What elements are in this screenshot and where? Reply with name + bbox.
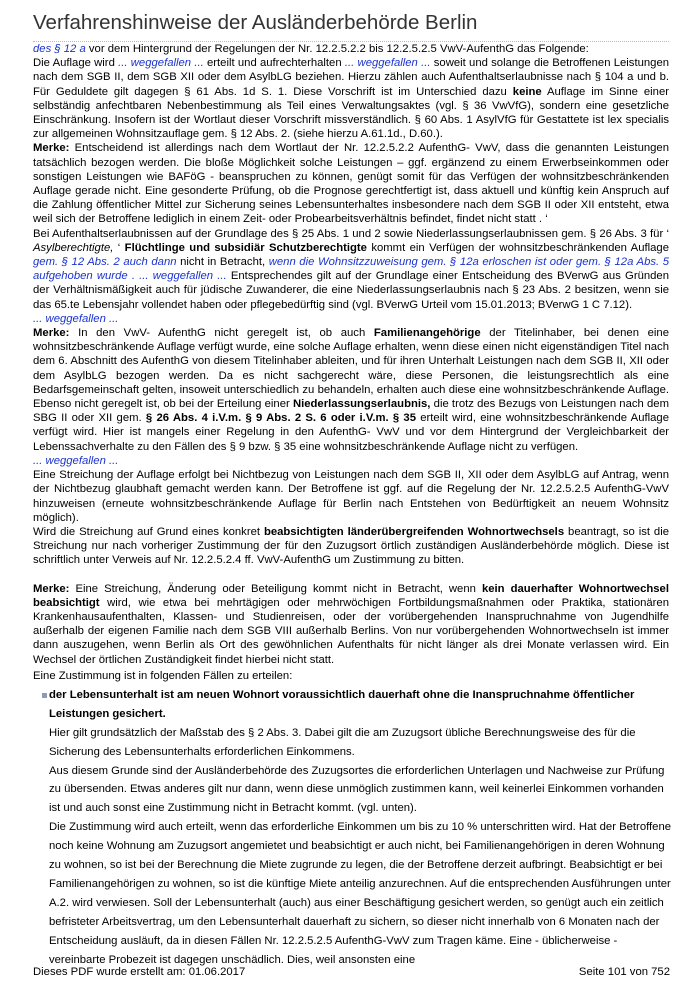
list-intro: Eine Zustimmung ist in folgenden Fällen zu erteilen:: [33, 670, 293, 682]
weggefallen-link[interactable]: ... weggefallen ...: [139, 270, 227, 283]
list-item-heading: der Lebensunterhalt ist am neuen Wohnort voraussichtlich dauerhaft ohne die Inanspruchnahme öffentlicher Leistungen gesichert.: [49, 688, 635, 720]
link-section-12a[interactable]: des § 12 a: [33, 43, 86, 55]
document-body: [33, 42, 669, 667]
merke-note: Merke: In den VwV- AufenthG nicht geregelt ist, ob auch Familienangehörige der Titelinhaber, bei denen eine wohnsitzbeschränkende Auflage verfügt wurde, eine solche Auflage erhalten, wenn diese einen nicht eigenständigen Titel nach dem 6. Abschnitt des AufenthG von diesem Titelinhaber ableiten, und für ihren Unterhalt Leistungen nach dem SGB II, XII oder dem AsylbLG bezogen werden. Da es nicht sachgerecht wäre, diese Personen, die leistungsrechtlich als eine Bedarfsgemeinschaft gelten, insoweit unterschiedlich zu behandeln, erhalten auch diese eine wohnsitzbeschränkende Auflage. Ebenso nicht geregelt ist, ob bei der Erteilung einer Niederlassungserlaubnis, die trotz des Bezugs von Leistungen nach dem SBG II oder XII gem. § 26 Abs. 4 i.V.m. § 9 Abs. 2 S. 6 oder i.V.m. § 35 erteilt wird, eine wohnsitzbeschränkende Auflage verfügt wird. Hier ist mangels einer Regelung in den AufenthG- VwV und vor dem Hintergrund der Vergleichbarkeit der Lebenssachverhalte zu den Fällen des § 9 bzw. § 35 eine wohnsitzbeschränkende Auflage nicht zu verfügen.: [33, 327, 669, 453]
square-bullet-icon: [42, 693, 47, 698]
list-item-paragraph: Aus diesem Grunde sind der Ausländerbehörde des Zuzugsortes die erforderlichen Unterlagen und Nachweise zur Prüfung zu übersenden. Etwas anderes gilt nur dann, wenn diese unmöglich zustimmen kann, weil keinerlei Einkommen vorhanden ist und auch sonst eine Zustimmung nicht in Betracht kommt. (vgl. unten).: [49, 764, 665, 815]
weggefallen-link[interactable]: ... weggefallen ...: [33, 454, 119, 467]
paragraph-auflage: Die Auflage wird ... weggefallen ... erteilt und aufrechterhalten ... weggefallen ... soweit und solange die Betroffenen Leistungen nach dem SGB II, dem SGB XII oder dem AsylbLG beziehen. Hierzu zählen auch Aufenthaltserlaubnisse nach § 104 a und b. Für Geduldete gilt dagegen § 61 Abs. 1d S. 1. Diese Vorschrift ist im Unterschied dazu keine Auflage im Sinne einer selbständig anfechtbaren Nebenbestimmung als Teil eines Verwaltungsaktes (vgl. § 36 VwVfG), sondern eine gesetzliche Einschränkung. Insofern ist der Wortlaut dieser Vorschrift missverständlich. § 60 Abs. 1 AsylVfG für Gestattete ist lex specialis zur allgemeinen Wohnsitzauflage gem. § 12 Abs. 2. (siehe hierzu A.61.1d., D.60.).: [33, 57, 670, 141]
footer-created-date: Dieses PDF wurde erstellt am: 01.06.2017: [33, 966, 246, 978]
list-item-paragraph: Die Zustimmung wird auch erteilt, wenn das erforderliche Einkommen um bis zu 10 % unterschritten wird. Hat der Betroffene noch keine Wohnung am Zuzugsort angemietet und beabsichtigt er auch nicht, bei Familienangehörigen in deren Wohnung zu wohnen, so ist bei der Berechnung die Miete zugrunde zu legen, die der Betroffene derzeit aufbringt. Beabsichtigt er bei Familienangehörigen zu wohnen, so ist die künftige Miete anteilig anzurechnen. Auf die entsprechenden Ausführungen unter A.2. wird verwiesen. Soll der Lebensunterhalt (auch) aus einer Beschäftigung gesichert werden, so genügt auch ein zeitlich befristeter Arbeitsvertrag, um den Lebensunterhalt dauerhaft zu sichern, so dieser nicht innerhalb von 6 Monaten nach der Entscheidung ausläuft, da in diesen Fällen Nr. 12.2.5.2.5 AufenthG-VwV zum Tragen käme. Eine - üblicherweise - vereinbarte Probezeit ist dagegen unschädlich. Dies, weil ansonsten eine: [49, 821, 672, 966]
page-title: Verfahrenshinweise der Ausländerbehörde Berlin: [33, 8, 669, 42]
weggefallen-line: [33, 454, 669, 468]
amended-text-link[interactable]: gem. § 12 Abs. 2 auch dann: [33, 256, 177, 269]
list-item: [33, 686, 673, 724]
paragraph-intro: des § 12 a vor dem Hintergrund der Regelungen der Nr. 12.2.5.2.2 bis 12.2.5.2.5 VwV-AufenthG das Folgende:: [33, 43, 589, 55]
zustimmung-list: [33, 667, 673, 970]
weggefallen-link[interactable]: ... weggefallen ...: [344, 57, 431, 70]
weggefallen-link[interactable]: ... weggefallen ...: [118, 57, 204, 70]
weggefallen-line: [33, 312, 669, 326]
list-item-paragraph: Hier gilt grundsätzlich der Maßstab des § 2 Abs. 3. Dabei gilt die am Zuzugsort übliche Berechnungsweise des für die Sicherung des Lebensunterhalts erforderlichen Einkommens.: [49, 726, 636, 758]
merke-note: Merke: Eine Streichung, Änderung oder Beteiligung kommt nicht in Betracht, wenn kein dauerhafter Wohnortwechsel beabsichtigt wird, wie etwa bei mehrtägigen oder mehrwöchigen Fortbildungsmaßnahmen oder Praktika, stationären Krankenhausaufenthalten, Klassen- und Studienreisen, oder der vorübergehenden Inanspruchnahme von Jugendhilfe außerhalb der eigenen Familie nach dem SGB VIII außerhalb Berlins. Von nur vorübergehenden Wohnortwechseln ist immer dann auszugehen, wenn Berlin als Ort des gewöhnlichen Aufenthalts für nicht länger als drei Monate verlassen wird. Ein Wechsel der örtlichen Zuständigkeit findet hierbei nicht statt.: [33, 582, 669, 666]
paragraph-aufenthaltserlaubnisse: Bei Aufenthaltserlaubnissen auf der Grundlage des § 25 Abs. 1 und 2 sowie Niederlassungserlaubnissen gem. § 26 Abs. 3 für ‘ Asylberechtigte, ‘ Flüchtlinge und subsidiär Schutzberechtigte kommt ein Verfügen der wohnsitzbeschränkenden Auflage gem. § 12 Abs. 2 auch dann nicht in Betracht, wenn die Wohnsitzzuweisung gem. § 12a erloschen ist oder gem. § 12a Abs. 5 aufgehoben wurde . ... weggefallen ... Entsprechendes gilt auf der Grundlage einer Entscheidung des BVerwG aus Gründen der Verhältnismäßigkeit auch für jüdische Zuwanderer, die eine Niederlassungserlaubnis nach § 23 Abs. 2 besitzen, wenn sie das 65.te Lebensjahr vollendet haben oder pflegebedürftig sind (vgl. BVerwG Urteil vom 15.01.2013; BVerwG 1 C 7.12).: [33, 227, 670, 311]
paragraph-streichung: Eine Streichung der Auflage erfolgt bei Nichtbezug von Leistungen nach dem SGB II, XII oder dem AsylbLG auf Antrag, wenn der Nichtbezug glaubhaft gemacht werden kann. Der Betroffene ist ggf. auf die Regelung der Nr. 12.2.5.2.5 AufenthG-VwV hinzuweisen (erneute wohnsitzbeschränkende Auflage für Berlin nach Entstehen von Bedürftigkeit an neuem Wohnsitz möglich).: [33, 469, 669, 524]
paragraph-wohnortwechsel: Wird die Streichung auf Grund eines konkret beabsichtigten länderübergreifenden Wohnortwechsels beantragt, so ist die Streichung nur nach vorheriger Zustimmung der für den Zuzugsort örtlich zuständigen Ausländerbehörde möglich. Diese ist schriftlich unter Verweis auf Nr. 12.2.5.2.4 ff. VwV-AufenthG um Zustimmung zu bitten.: [33, 525, 669, 567]
spacer: [33, 568, 669, 582]
merke-note: Merke: Entscheidend ist allerdings nach dem Wortlaut der Nr. 12.2.5.2.2 AufenthG- VwV, dass die genannten Leistungen tatsächlich bezogen werden. Die bloße Möglichkeit solche Leistungen – ggf. ergänzend zu einem Erwerbseinkommen oder sonstigen Leistungen wie BAFöG - beanspruchen zu können, genügt somit für das Verfügen der wohnsitzbeschränkenden Auflage gerade nicht. Eine gesonderte Prüfung, ob die Prognose gerechtfertigt ist, dass aktuell und künftig kein Anspruch auf die Zahlung öffentlicher Mittel zur Sicherung seines Lebensunterhaltes insbesondere nach dem SGB II oder XII entsteht, etwa weil sich der Betroffene lediglich in einem Zeit- oder Probearbeitsverhältnis befindet, findet nicht statt . ‘: [33, 142, 669, 226]
weggefallen-link[interactable]: ... weggefallen ...: [33, 312, 119, 325]
amended-text-link[interactable]: wenn die Wohnsitzzuweisung gem. § 12a erloschen ist oder gem. § 12a Abs. 5 aufgehoben wurde .: [33, 256, 669, 283]
footer-page-number: Seite 101 von 752: [578, 966, 670, 978]
